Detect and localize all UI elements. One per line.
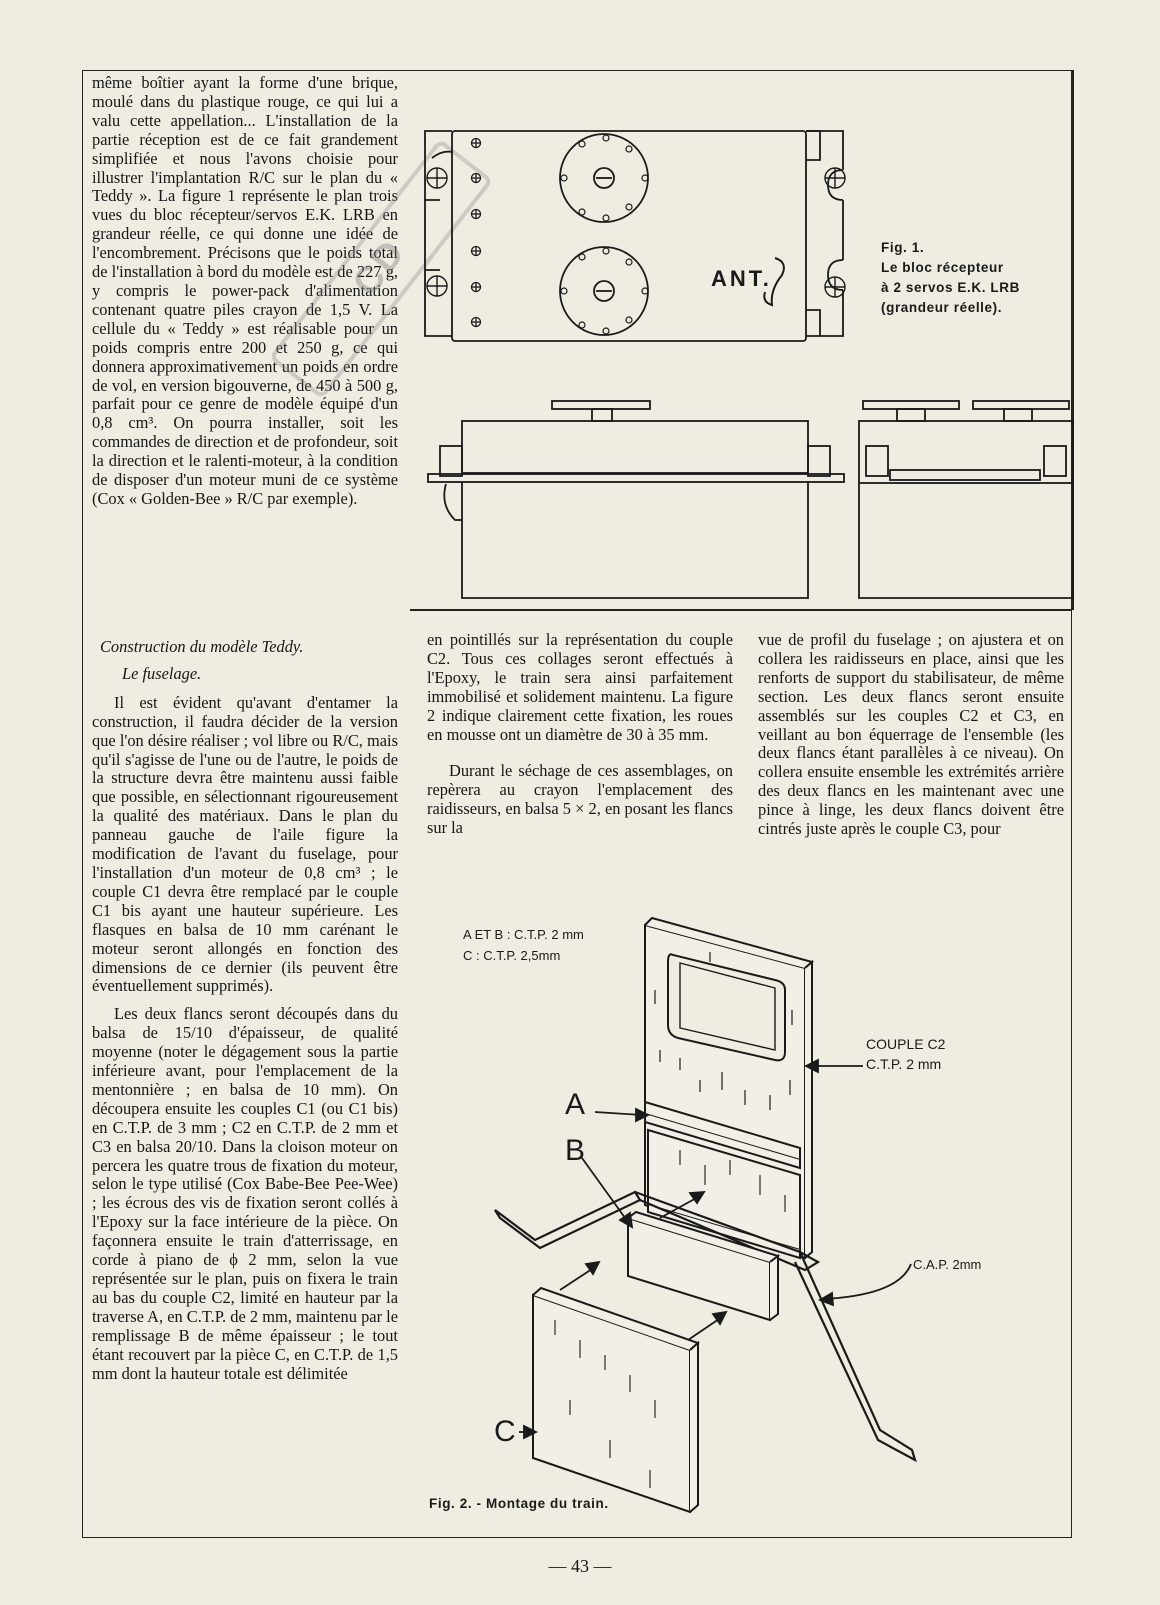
page-number: — 43 —: [548, 1556, 612, 1576]
letter-b: B: [565, 1134, 586, 1167]
letter-a: A: [565, 1088, 586, 1121]
label-couple-c2: COUPLE C2: [866, 1036, 946, 1052]
column1-paragraph: Les deux flancs seront découpés dans du balsa de 15/10 d'épaisseur, de qualité moyenne (noter le dégagement sous la partie inférieure avant, pour l'emplacement de la mentonnière ; en balsa de 10 mm). On découpera ensuite les couples C1 (ou C1 bis) en C.T.P. de 3 mm ; C2 en C.T.P. de 2 mm et C3 en balsa 20/10. Dans la cloison moteur on percera les quatre trous de fixation du moteur, selon le type utilisé (Cox Babe-Bee Pee-Wee) ; les écrous des vis de fixation seront collés à l'Epoxy sur la face intérieure de la pièce. On façonnera ensuite le train d'atterrissage, en corde à piano de ϕ 2 mm, selon la vue représentée sur le plan, puis on fixera le train au bas du couple C2, limité en hauteur par la traverse A, en C.T.P. de 2 mm, maintenu par le remplissage B de même épaisseur ; le tout étant recouvert par la pièce C, en C.T.P. de 1,5 mm dont la hauteur totale est délimitée: [92, 1004, 398, 1383]
label-couple-ctp: C.T.P. 2 mm: [866, 1056, 942, 1072]
watermark-text: CD: [344, 231, 415, 304]
column2-paragraph: en pointillés sur la représentation du couple C2. Tous ces collages seront effectués à l'Epoxy, le train sera ainsi parfaitement immobilisé et solidement maintenu. La figure 2 indique clairement cette fixation, les roues en mousse ont un diamètre de 30 à 35 mm.: [427, 631, 733, 744]
figure2-caption: Fig. 2. - Montage du train.: [429, 1496, 609, 1511]
letter-c: C: [494, 1415, 516, 1448]
figure1-caption-line1: Fig. 1.: [881, 240, 925, 255]
figure2-legend-line2: C : C.T.P. 2,5mm: [463, 948, 561, 963]
ant-label: ANT.: [711, 266, 772, 291]
figure1-caption-line4: (grandeur réelle).: [881, 300, 1003, 315]
figure1-caption-line3: à 2 servos E.K. LRB: [881, 280, 1020, 295]
section-subheading: Le fuselage.: [122, 663, 202, 683]
section-heading: Construction du modèle Teddy.: [100, 637, 304, 656]
column2-paragraph: Durant le séchage de ces assemblages, on repèrera au crayon l'emplacement des raidisseurs, en balsa 5 × 2, en posant les flancs sur la: [427, 761, 733, 838]
cover-c-part: [533, 1288, 698, 1512]
figure1-caption-line2: Le bloc récepteur: [881, 260, 1004, 275]
intro-text: même boîtier ayant la forme d'une brique, moulé dans du plastique rouge, ce qui lui a valu cette appellation... L'installation de la partie réception est de ce fait grandement simplifiée et nous l'avons choisie pour illustrer l'implantation R/C sur le plan du « Teddy ». La figure 1 représente le plan trois vues du bloc récepteur/servos E.K. LRB en grandeur réelle, ce qui donne une idée de l'encombrement. Précisons que le poids total de l'installation à bord du modèle est de 227 g, y compris le power-pack d'alimentation contenant quatre piles crayon de 1,5 V. La cellule du « Teddy » est réalisable pour un poids compris entre 200 et 250 g, ce qui donnera approximativement un poids en ordre de vol, en version bigouverne, de 450 à 500 g, parfait pour ce genre de modèle équipé d'un 0,8 cm³. On pourra installer, soit les commandes de direction et de profondeur, soit la direction et le ralenti-moteur, à la condition de disposer d'un moteur muni de ce système (Cox « Golden-Bee » R/C par exemple).: [92, 74, 398, 508]
column1-paragraph: Il est évident qu'avant d'entamer la construction, il faudra décider de la version que l'on désire réaliser ; vol libre ou R/C, mais qu'il s'agisse de l'une ou de l'autre, le poids de la structure devra être maintenu aussi faible que possible, en sélectionnant rigoureusement la qualité des matériaux. Dans le plan du panneau gauche de l'aile figure la modification de l'avant du fuselage, pour l'installation d'un moteur de 0,8 cm³ ; le couple C1 devra être remplacé par le couple C1 bis ayant une hauteur supérieure. Les flasques en balsa de 10 mm carénant le moteur seront allongés en fonction des dimensions de ce dernier (ils peuvent être éventuellement supprimés).: [92, 692, 398, 996]
column3-paragraph: vue de profil du fuselage ; on ajustera et on collera les raidisseurs en place, ainsi que les renforts de support du stabilisateur, de même section. Les deux flancs seront ensuite assemblés sur les couples C2 et C3, en veillant au bon équerrage de l'ensemble (les deux flancs étant parallèles à ce niveau). On collera ensuite ensemble les extrémités arrière des deux flancs en les maintenant avec une pince à linge, les deux flancs doivent être cintrés juste après le couple C3, pour: [758, 631, 1064, 839]
figure2-legend-line1: A ET B : C.T.P. 2 mm: [463, 927, 584, 942]
label-cap: C.A.P. 2mm: [913, 1257, 982, 1272]
